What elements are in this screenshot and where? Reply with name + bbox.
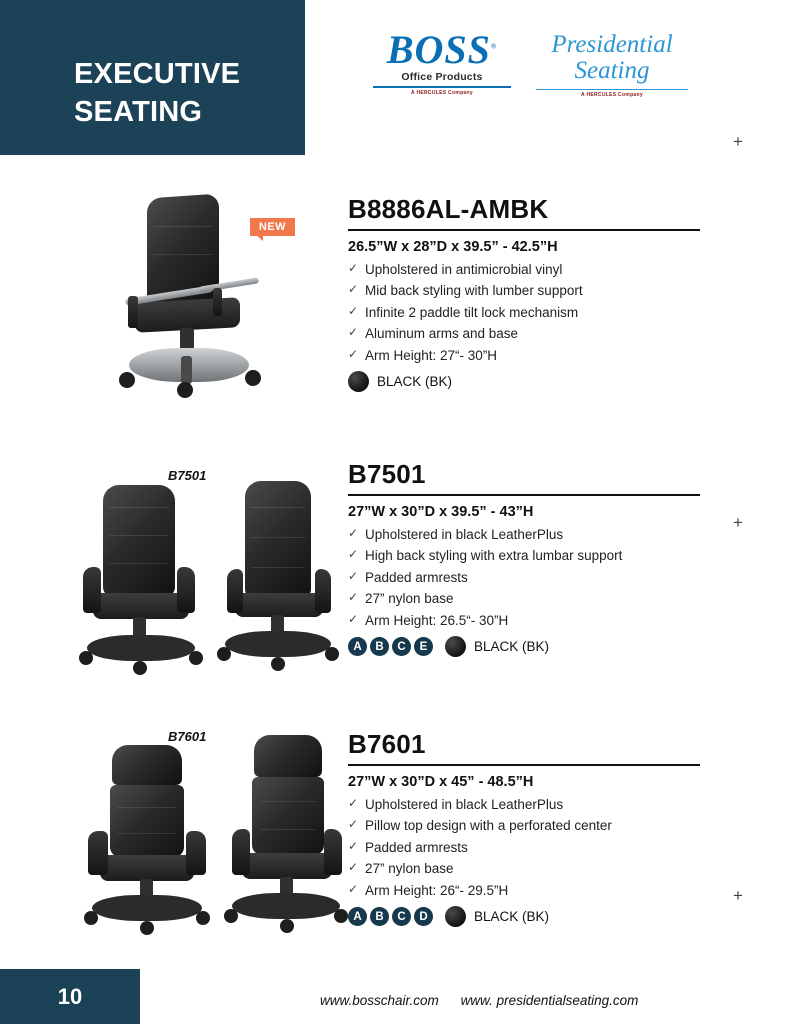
product-dimensions: 27”W x 30”D x 45” - 48.5”H bbox=[348, 773, 534, 790]
check-icon: ✓ bbox=[348, 568, 359, 583]
feature-item bbox=[348, 591, 758, 607]
feature-item bbox=[348, 797, 758, 813]
product-model: B7601 bbox=[348, 729, 426, 759]
check-icon: ✓ bbox=[348, 303, 359, 318]
feature-item bbox=[348, 818, 758, 834]
crop-mark-bottom-right: + bbox=[733, 886, 743, 905]
check-icon: ✓ bbox=[348, 260, 359, 275]
product-image-label: B7601 bbox=[168, 729, 207, 744]
presidential-logo-tagline: A HERCULES Company bbox=[581, 92, 643, 98]
logo-block bbox=[372, 27, 692, 112]
check-icon: ✓ bbox=[348, 838, 359, 853]
feature-text: Aluminum arms and base bbox=[365, 326, 519, 342]
color-row bbox=[348, 636, 758, 657]
color-row bbox=[348, 906, 758, 927]
feature-list bbox=[348, 797, 758, 899]
feature-item bbox=[348, 305, 758, 321]
footer-link-bosschair[interactable]: www.bosschair.com bbox=[320, 993, 439, 1008]
check-icon: ✓ bbox=[348, 325, 359, 340]
check-icon: ✓ bbox=[348, 860, 359, 875]
check-icon: ✓ bbox=[348, 590, 359, 605]
chair-illustration bbox=[212, 735, 362, 935]
product-info bbox=[348, 194, 758, 392]
color-row bbox=[348, 371, 758, 392]
feature-text: Arm Height: 26.5“- 30”H bbox=[365, 612, 509, 628]
feature-item bbox=[348, 861, 758, 877]
feature-text: 27” nylon base bbox=[365, 861, 454, 877]
feature-item bbox=[348, 527, 758, 543]
feature-item bbox=[348, 613, 758, 629]
grade-badge: C bbox=[392, 907, 411, 926]
product-image-label: B7501 bbox=[168, 468, 207, 483]
page-title: EXECUTIVE SEATING bbox=[74, 58, 241, 129]
feature-item bbox=[348, 883, 758, 899]
check-icon: ✓ bbox=[348, 795, 359, 810]
presidential-logo-line1: Presidential bbox=[551, 31, 673, 58]
boss-logo-tagline: A HERCULES Company bbox=[411, 90, 473, 96]
product-row bbox=[0, 713, 798, 968]
footer-links bbox=[320, 993, 656, 1008]
feature-text: Infinite 2 paddle tilt lock mechanism bbox=[365, 304, 579, 320]
feature-item bbox=[348, 326, 758, 342]
crop-mark-middle-right: + bbox=[733, 513, 743, 532]
color-swatch-black bbox=[445, 636, 466, 657]
check-icon: ✓ bbox=[348, 525, 359, 540]
presidential-logo bbox=[532, 32, 692, 98]
product-model: B8886AL-AMBK bbox=[348, 194, 549, 224]
footer-link-presidentialseating[interactable]: www. presidentialseating.com bbox=[460, 993, 639, 1008]
boss-logo-text: BOSS bbox=[386, 27, 491, 72]
registered-icon: ® bbox=[490, 42, 498, 51]
check-icon: ✓ bbox=[348, 547, 359, 562]
boss-logo-subtitle: Office Products bbox=[401, 71, 483, 83]
presidential-logo-line2: Seating bbox=[574, 57, 650, 85]
feature-list bbox=[348, 262, 758, 364]
boss-logo bbox=[372, 27, 512, 96]
color-swatch-black bbox=[445, 906, 466, 927]
grade-badge: D bbox=[414, 907, 433, 926]
feature-text: Mid back styling with lumber support bbox=[365, 283, 583, 299]
product-info bbox=[348, 459, 758, 657]
feature-text: Padded armrests bbox=[365, 839, 468, 855]
product-row bbox=[0, 443, 798, 713]
presidential-logo-rule bbox=[536, 89, 688, 91]
feature-item bbox=[348, 840, 758, 856]
feature-text: Arm Height: 27“- 30”H bbox=[365, 347, 498, 363]
check-icon: ✓ bbox=[348, 881, 359, 896]
divider bbox=[348, 229, 700, 231]
feature-text: 27” nylon base bbox=[365, 591, 454, 607]
check-icon: ✓ bbox=[348, 817, 359, 832]
feature-item bbox=[348, 262, 758, 278]
grade-badges bbox=[348, 637, 433, 656]
boss-logo-word bbox=[372, 27, 512, 72]
chair-illustration bbox=[65, 485, 215, 675]
product-dimensions: 27”W x 30”D x 39.5” - 43”H bbox=[348, 503, 534, 520]
feature-text: High back styling with extra lumbar support bbox=[365, 548, 623, 564]
feature-text: Padded armrests bbox=[365, 569, 468, 585]
grade-badges bbox=[348, 907, 433, 926]
color-label: BLACK (BK) bbox=[377, 374, 453, 390]
grade-badge: A bbox=[348, 637, 367, 656]
feature-text: Upholstered in black LeatherPlus bbox=[365, 796, 564, 812]
feature-text: Upholstered in antimicrobial vinyl bbox=[365, 261, 563, 277]
product-image bbox=[40, 178, 330, 443]
product-image bbox=[40, 713, 330, 968]
product-image bbox=[40, 443, 330, 713]
grade-badge: A bbox=[348, 907, 367, 926]
grade-badge: B bbox=[370, 637, 389, 656]
boss-logo-rule bbox=[373, 86, 511, 88]
feature-item bbox=[348, 283, 758, 299]
divider bbox=[348, 494, 700, 496]
product-dimensions: 26.5”W x 28”D x 39.5” - 42.5”H bbox=[348, 238, 558, 255]
grade-badge: C bbox=[392, 637, 411, 656]
feature-item bbox=[348, 570, 758, 586]
new-badge: NEW bbox=[250, 218, 295, 236]
grade-badge: E bbox=[414, 637, 433, 656]
feature-text: Arm Height: 26“- 29.5”H bbox=[365, 882, 509, 898]
feature-item bbox=[348, 548, 758, 564]
check-icon: ✓ bbox=[348, 346, 359, 361]
chair-illustration bbox=[70, 745, 225, 935]
feature-list bbox=[348, 527, 758, 629]
product-model: B7501 bbox=[348, 459, 426, 489]
product-info bbox=[348, 729, 758, 927]
feature-text: Pillow top design with a perforated center bbox=[365, 818, 612, 834]
product-row bbox=[0, 178, 798, 443]
divider bbox=[348, 764, 700, 766]
feature-text: Upholstered in black LeatherPlus bbox=[365, 526, 564, 542]
color-label: BLACK (BK) bbox=[474, 639, 550, 655]
grade-badge: B bbox=[370, 907, 389, 926]
check-icon: ✓ bbox=[348, 611, 359, 626]
feature-item bbox=[348, 348, 758, 364]
crop-mark-top-right: + bbox=[733, 132, 743, 151]
color-swatch-black bbox=[348, 371, 369, 392]
chair-illustration bbox=[205, 481, 355, 676]
page-number: 10 bbox=[57, 983, 83, 1009]
color-label: BLACK (BK) bbox=[474, 909, 550, 925]
check-icon: ✓ bbox=[348, 282, 359, 297]
